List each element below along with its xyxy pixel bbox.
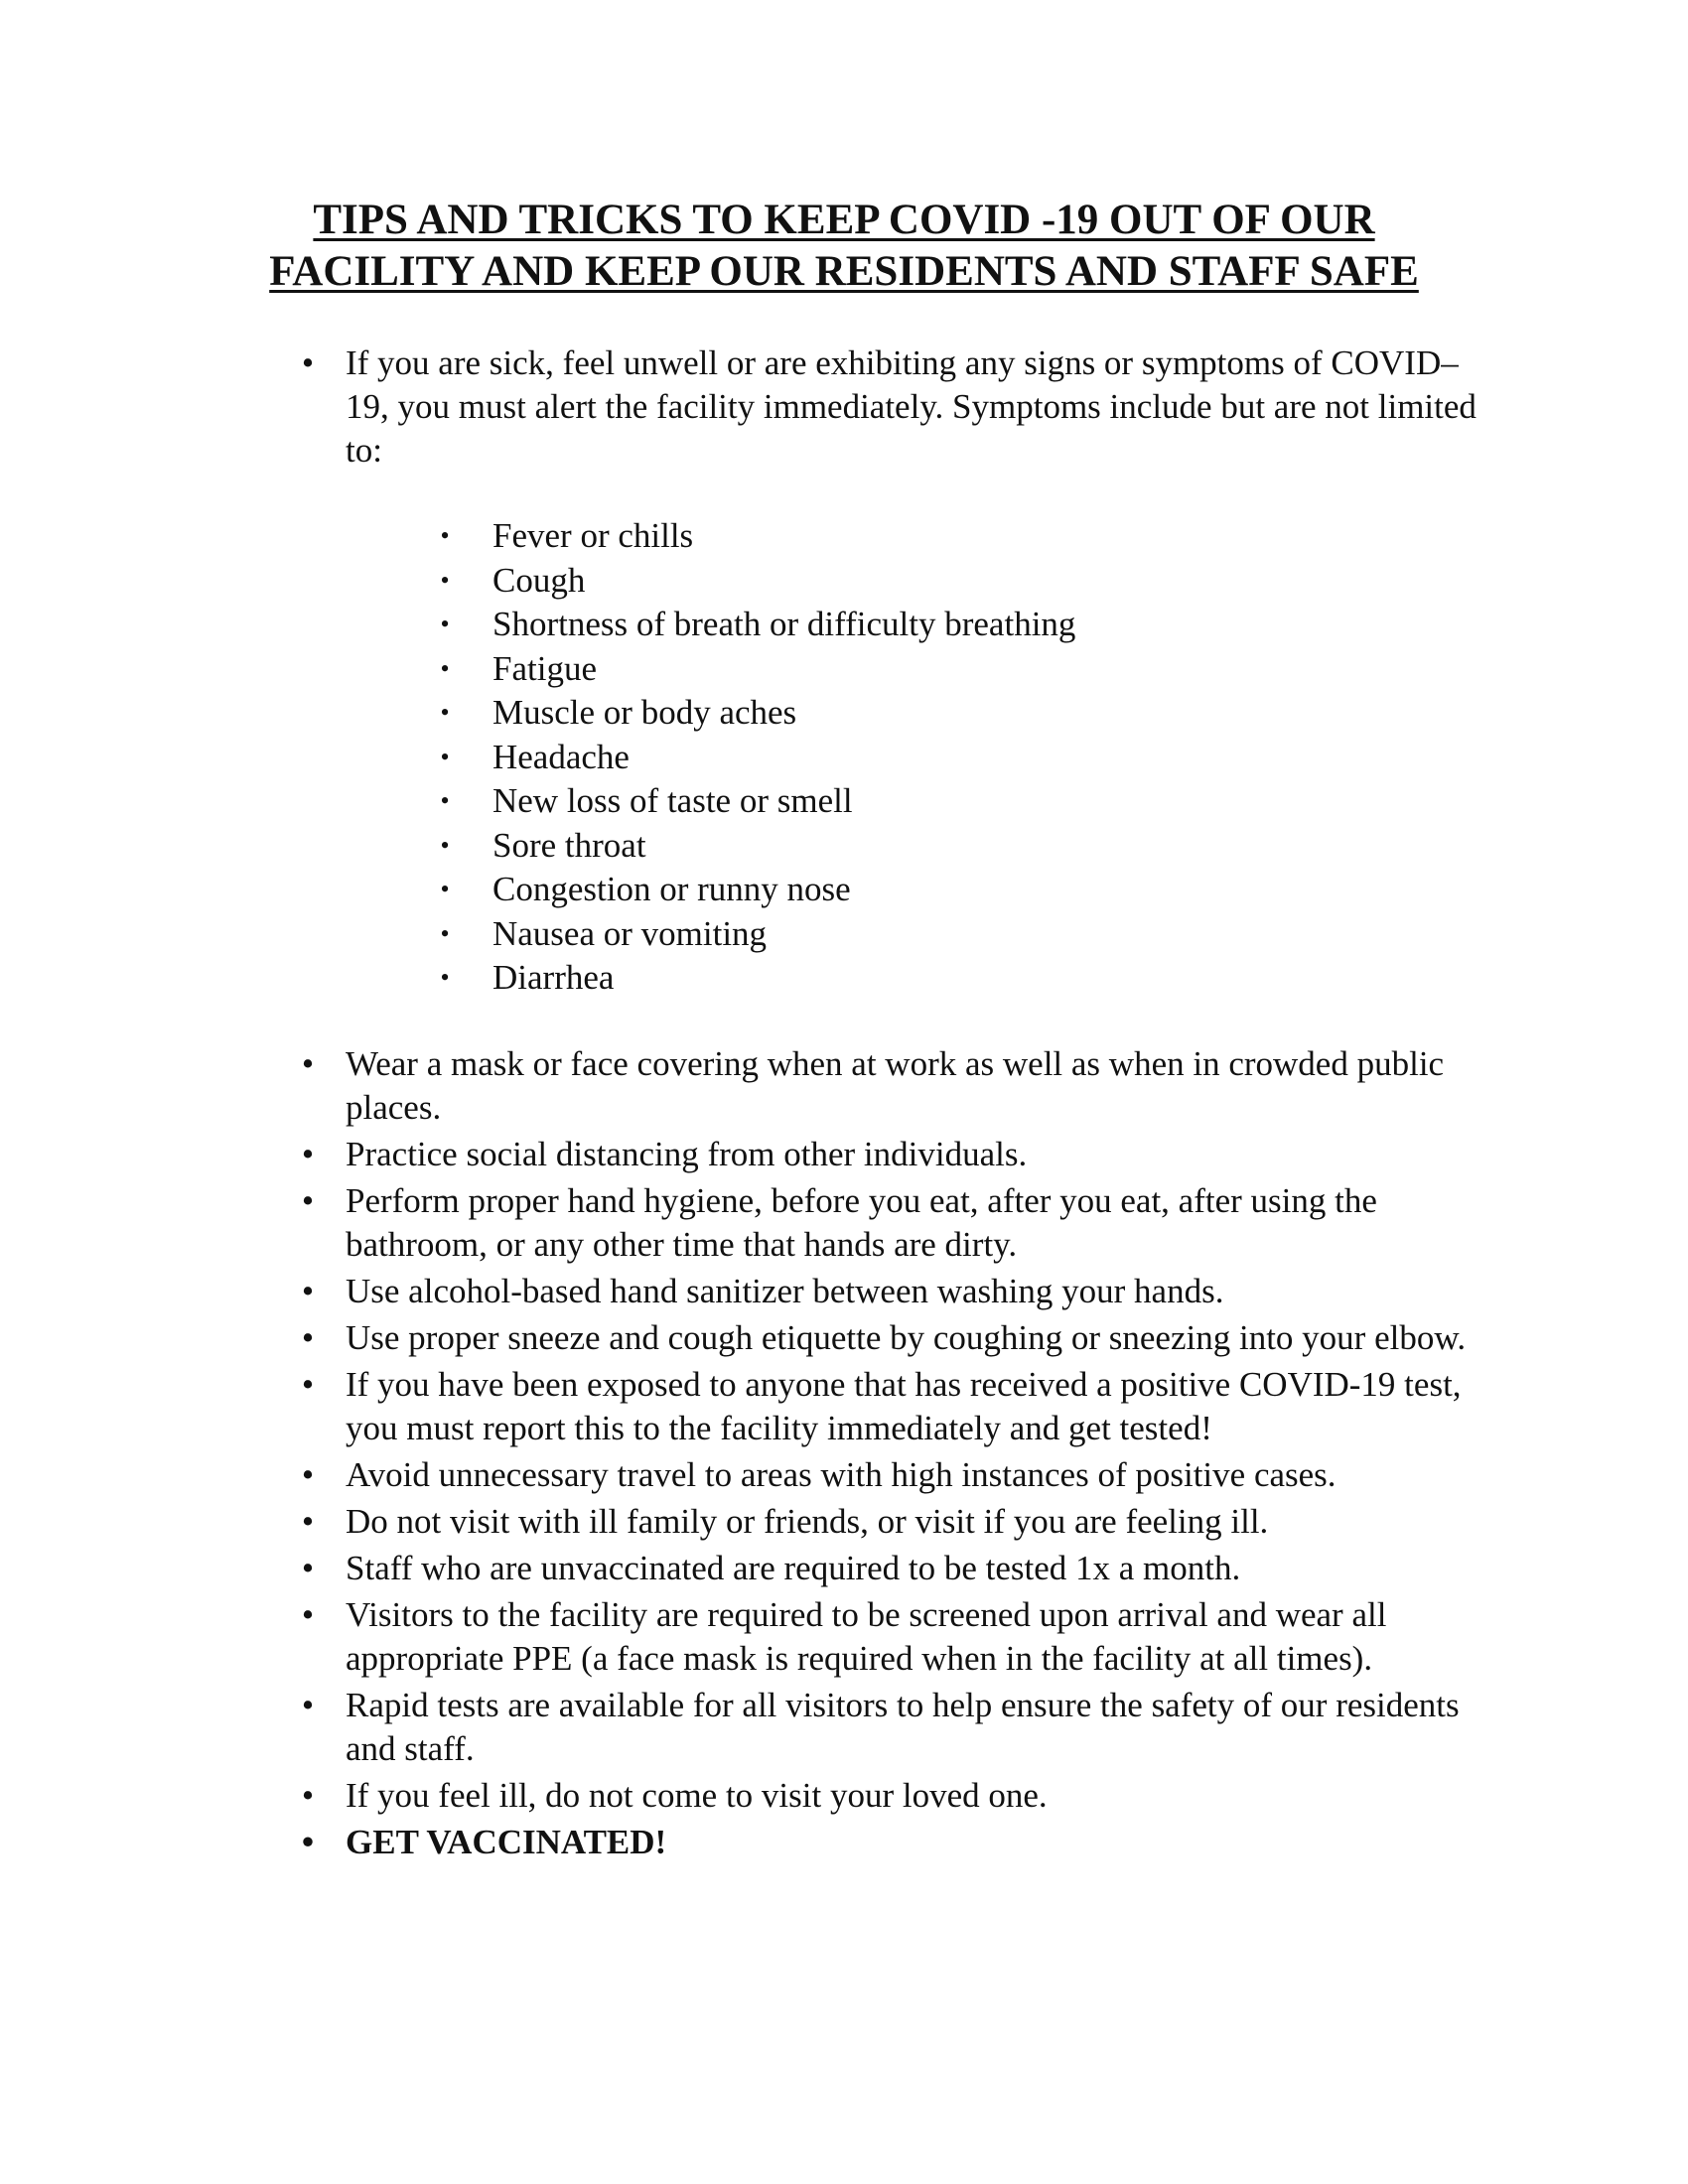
bullet-icon: •	[440, 830, 450, 860]
list-item	[298, 1774, 1489, 1818]
tip-text: If you feel ill, do not come to visit your loved one.	[346, 1776, 1048, 1815]
symptom-item	[437, 956, 1075, 1001]
symptom-text: Fatigue	[492, 648, 597, 688]
bullet-icon: •	[440, 653, 450, 683]
list-item	[298, 1453, 1489, 1497]
tip-text: Do not visit with ill family or friends, or visit if you are feeling ill.	[346, 1502, 1269, 1541]
tip-text-emphasis: GET VACCINATED!	[346, 1823, 667, 1861]
bullet-icon: •	[440, 610, 450, 638]
symptom-item	[437, 647, 1075, 692]
symptom-item	[437, 824, 1075, 869]
symptom-text: Diarrhea	[492, 958, 615, 997]
list-item	[298, 1500, 1489, 1544]
tip-text: Staff who are unvaccinated are required to be tested 1x a month.	[346, 1549, 1241, 1587]
page-title	[199, 195, 1489, 298]
symptom-text: Nausea or vomiting	[492, 913, 768, 953]
bullet-icon: •	[440, 521, 450, 550]
symptom-item	[437, 736, 1075, 780]
list-item	[298, 1363, 1489, 1450]
symptom-text: Fever or chills	[492, 516, 694, 555]
bullet-icon: •	[301, 1595, 315, 1634]
bullet-icon: •	[301, 1135, 315, 1173]
symptom-text: Muscle or body aches	[492, 693, 797, 732]
tip-text: If you have been exposed to anyone that has received a positive COVID-19 test, you must report this to the facility immediately and get tested!	[346, 1365, 1462, 1447]
list-item	[298, 1593, 1489, 1681]
tip-text: Perform proper hand hygiene, before you eat, after you eat, after using the bathroom, or any other time that hands are dirty.	[346, 1181, 1377, 1264]
list-item-emphasis	[298, 1821, 1489, 1864]
symptom-text: Cough	[492, 560, 586, 600]
symptoms-list	[437, 514, 1075, 1001]
list-item	[298, 1270, 1489, 1313]
bullet-icon: •	[301, 343, 315, 382]
bullet-icon: •	[301, 1318, 315, 1357]
bullet-icon: •	[301, 1776, 315, 1815]
list-item	[298, 1042, 1489, 1130]
symptom-item	[437, 912, 1075, 957]
title-line-2: FACILITY AND KEEP OUR RESIDENTS AND STAFF SAFE	[269, 248, 1419, 295]
bullet-icon: •	[301, 1365, 315, 1404]
bullet-icon: •	[301, 1044, 315, 1083]
tip-text: Use alcohol-based hand sanitizer between washing your hands.	[346, 1272, 1224, 1310]
tip-text: Wear a mask or face covering when at work as well as when in crowded public places.	[346, 1044, 1445, 1127]
bullet-icon: •	[301, 1686, 315, 1724]
tip-text: Practice social distancing from other individuals.	[346, 1135, 1028, 1173]
tip-text: Use proper sneeze and cough etiquette by coughing or sneezing into your elbow.	[346, 1318, 1467, 1357]
bullet-icon: •	[440, 963, 450, 992]
title-line-1: TIPS AND TRICKS TO KEEP COVID -19 OUT OF OUR	[313, 197, 1375, 243]
bullet-icon: •	[301, 1272, 315, 1310]
bullet-icon: •	[301, 1455, 315, 1494]
bullet-icon: •	[440, 742, 450, 771]
symptom-text: Sore throat	[492, 825, 646, 865]
bullet-icon: •	[301, 1823, 315, 1861]
intro-text: If you are sick, feel unwell or are exhibiting any signs or symptoms of COVID–19, you must alert the facility immediately. Symptoms include but are not limited to:	[346, 343, 1477, 470]
symptom-text: Headache	[492, 737, 630, 776]
list-item-intro	[298, 341, 1489, 473]
tip-text: Rapid tests are available for all visitors to help ensure the safety of our residents and staff.	[346, 1686, 1460, 1768]
symptom-text: Congestion or runny nose	[492, 870, 851, 908]
list-item	[298, 1316, 1489, 1360]
bullet-icon: •	[301, 1502, 315, 1541]
intro-list	[298, 341, 1489, 473]
symptom-text: Shortness of breath or difficulty breathing	[492, 605, 1076, 643]
list-item	[298, 1684, 1489, 1771]
bullet-icon: •	[440, 875, 450, 903]
symptom-item	[437, 779, 1075, 824]
symptom-item	[437, 603, 1075, 647]
symptom-text: New loss of taste or smell	[492, 781, 853, 820]
symptom-item	[437, 514, 1075, 559]
bullet-icon: •	[440, 565, 450, 595]
bullet-icon: •	[301, 1181, 315, 1220]
symptom-item	[437, 691, 1075, 736]
bullet-icon: •	[440, 698, 450, 727]
symptom-item	[437, 559, 1075, 604]
bullet-icon: •	[440, 786, 450, 815]
tips-list	[298, 1042, 1489, 1867]
bullet-icon: •	[440, 918, 450, 948]
list-item	[298, 1547, 1489, 1590]
bullet-icon: •	[301, 1549, 315, 1587]
symptom-item	[437, 868, 1075, 912]
list-item	[298, 1179, 1489, 1267]
tip-text: Avoid unnecessary travel to areas with high instances of positive cases.	[346, 1455, 1336, 1494]
tip-text: Visitors to the facility are required to be screened upon arrival and wear all appropriate PPE (a face mask is required when in the facility at all times).	[346, 1595, 1387, 1678]
list-item	[298, 1133, 1489, 1176]
